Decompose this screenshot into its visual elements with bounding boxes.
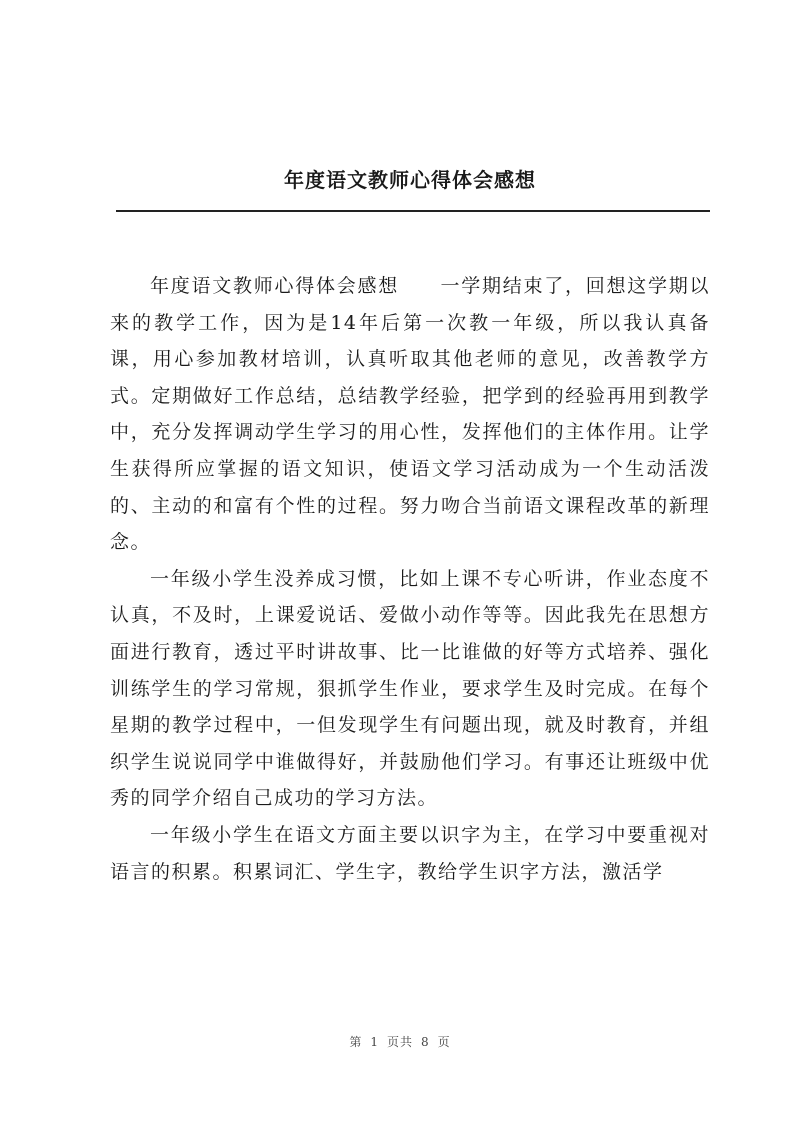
page-footer [0,1033,800,1050]
footer-current-page: 1 [370,1035,379,1049]
paragraph-2: 一年级小学生没养成习惯，比如上课不专心听讲，作业态度不认真，不及时，上课爱说话、爱做小动作等等。因此我先在思想方面进行教育，透过平时讲故事、比一比谁做的好等方式培养、强化训练学生的学习常规，狠抓学生作业，要求学生及时完成。在每个星期的教学过程中，一但发现学生有问题出现，就及时教育，并组织学生说说同学中谁做得好，并鼓励他们学习。有事还让班级中优秀的同学介绍自己成功的学习方法。 [110,567,710,810]
document-body [110,268,710,890]
paragraph-1: 年度语文教师心得体会感想 一学期结束了，回想这学期以来的教学工作，因为是14年后第一次教一年级，所以我认真备课，用心参加教材培训，认真听取其他老师的意见，改善教学方式。定期做好工作总结，总结教学经验，把学到的经验再用到教学中，充分发挥调动学生学习的用心性，发挥他们的主体作用。让学生获得所应掌握的语文知识，使语文学习活动成为一个生动活泼的、主动的和富有个性的过程。努力吻合当前语文课程改革的新理念。 [110,275,710,554]
footer-total-pages: 8 [421,1035,430,1049]
footer-suffix: 页 [437,1035,451,1049]
footer-prefix: 第 [349,1035,363,1049]
footer-mid: 页共 [386,1035,413,1049]
paragraph-3: 一年级小学生在语文方面主要以识字为主，在学习中要重视对语言的积累。积累词汇、学生字，教给学生识字方法，激活学 [110,823,710,883]
document-title: 年度语文教师心得体会感想 [284,168,536,192]
title-divider [116,210,710,212]
